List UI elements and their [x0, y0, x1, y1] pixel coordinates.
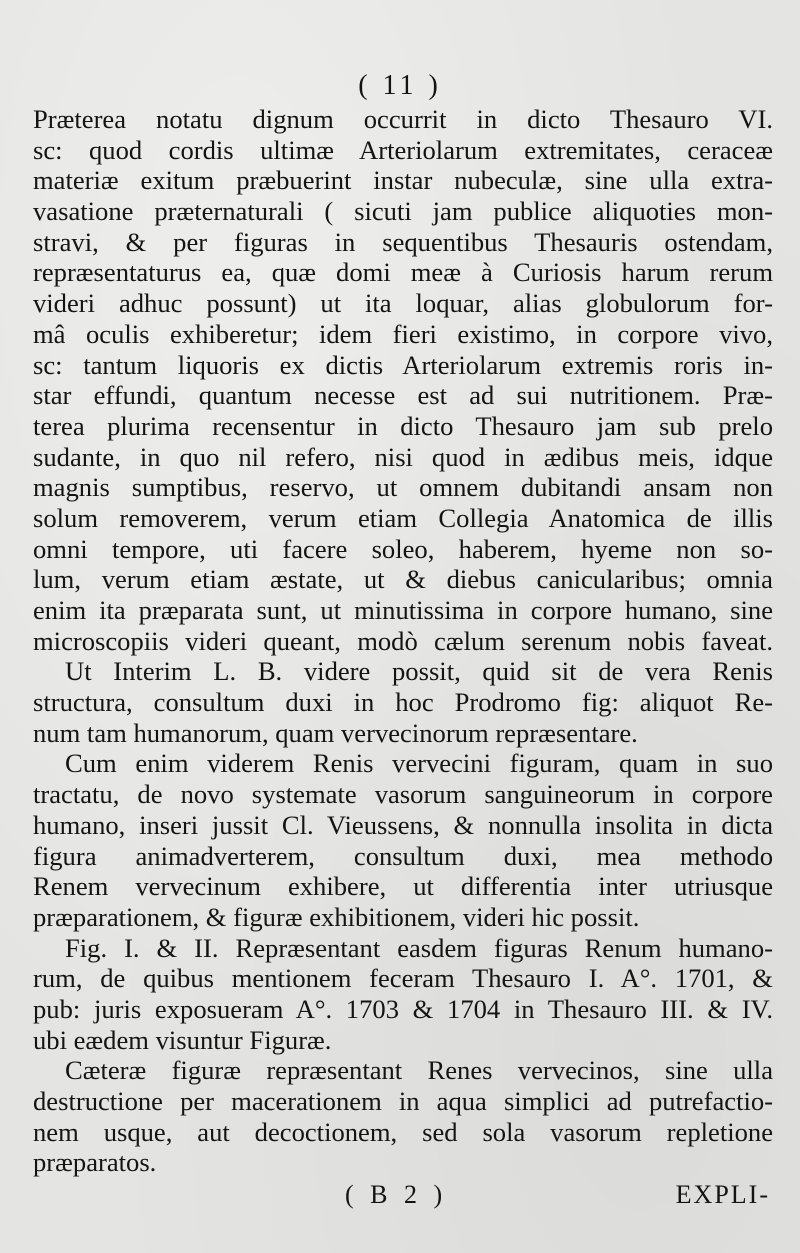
- text-line: tractatu, de novo systemate vasorum sanguineorum in corpore: [33, 779, 773, 810]
- catchword: EXPLI-: [675, 1180, 770, 1209]
- text-line: nem usque, aut decoctionem, sed sola vasorum repletione: [33, 1116, 773, 1147]
- page-number: ( 11 ): [358, 70, 442, 101]
- signature-mark: ( B 2 ): [345, 1180, 448, 1209]
- text-line: Fig. I. & II. Repræsentant easdem figuras Renum humano-: [65, 932, 773, 963]
- text-line: Ut Interim L. B. videre possit, quid sit de vera Renis: [65, 656, 773, 687]
- text-line: ubi eædem visuntur Figuræ.: [33, 1024, 332, 1055]
- text-line: lum, verum etiam æstate, ut & diebus canicularibus; omnia: [33, 564, 773, 595]
- text-line: Præterea notatu dignum occurrit in dicto Thesauro VI.: [33, 104, 773, 134]
- text-line: pub: juris exposueram A°. 1703 & 1704 in Thesauro III. & IV.: [33, 993, 773, 1024]
- text-line: stravi, & per figuras in sequentibus Thesauris ostendam,: [33, 226, 773, 257]
- body-text: [33, 104, 773, 1178]
- text-line: Cæteræ figuræ repræsentant Renes vervecinos, sine ulla: [65, 1055, 773, 1086]
- text-line: figura animadverterem, consultum duxi, mea methodo: [33, 840, 773, 871]
- text-line: rum, de quibus mentionem feceram Thesauro I. A°. 1701, &: [33, 963, 773, 994]
- page-footer: [0, 1180, 800, 1220]
- text-line: humano, inseri jussit Cl. Vieussens, & nonnulla insolita in dicta: [33, 809, 773, 840]
- text-line: structura, consultum duxi in hoc Prodromo fig: aliquot Re-: [33, 687, 773, 718]
- text-line: microscopiis videri queant, modò cælum serenum nobis faveat.: [33, 625, 773, 656]
- text-line: materiæ exitum præbuerint instar nubeculæ, sine ulla extra-: [33, 165, 773, 196]
- text-line: magnis sumptibus, reservo, ut omnem dubitandi ansam non: [33, 472, 773, 503]
- text-line: sc: quod cordis ultimæ Arteriolarum extremitates, ceraceæ: [33, 134, 773, 165]
- text-line: sudante, in quo nil refero, nisi quod in ædibus meis, idque: [33, 441, 773, 472]
- text-line: Renem vervecinum exhibere, ut differentia inter utriusque: [33, 871, 773, 902]
- text-line: solum removerem, verum etiam Collegia Anatomica de illis: [33, 502, 773, 533]
- text-line: vasatione præternaturali ( sicuti jam publice aliquoties mon-: [33, 196, 773, 227]
- text-line: videri adhuc possunt) ut ita loquar, alias globulorum for-: [33, 288, 773, 319]
- text-line: terea plurima recensentur in dicto Thesauro jam sub prelo: [33, 410, 773, 441]
- text-line: repræsentaturus ea, quæ domi meæ à Curiosis harum rerum: [33, 257, 773, 288]
- text-line: num tam humanorum, quam vervecinorum repræsentare.: [33, 717, 638, 748]
- text-line: enim ita præparata sunt, ut minutissima in corpore humano, sine: [33, 595, 773, 625]
- text-line: sc: tantum liquoris ex dictis Arteriolarum extremis roris in-: [33, 349, 773, 380]
- text-line: omni tempore, uti facere soleo, haberem, hyeme non so-: [33, 533, 773, 564]
- text-line: Cum enim viderem Renis vervecini figuram, quam in suo: [65, 748, 773, 779]
- text-line: præparationem, & figuræ exhibitionem, videri hic possit.: [33, 901, 640, 932]
- text-line: mâ oculis exhiberetur; idem fieri existimo, in corpore vivo,: [33, 318, 773, 349]
- text-line: præparatos.: [33, 1147, 157, 1178]
- text-line: star effundi, quantum necesse est ad sui nutritionem. Præ-: [33, 380, 773, 411]
- text-line: destructione per macerationem in aqua simplici ad putrefactio-: [33, 1086, 773, 1116]
